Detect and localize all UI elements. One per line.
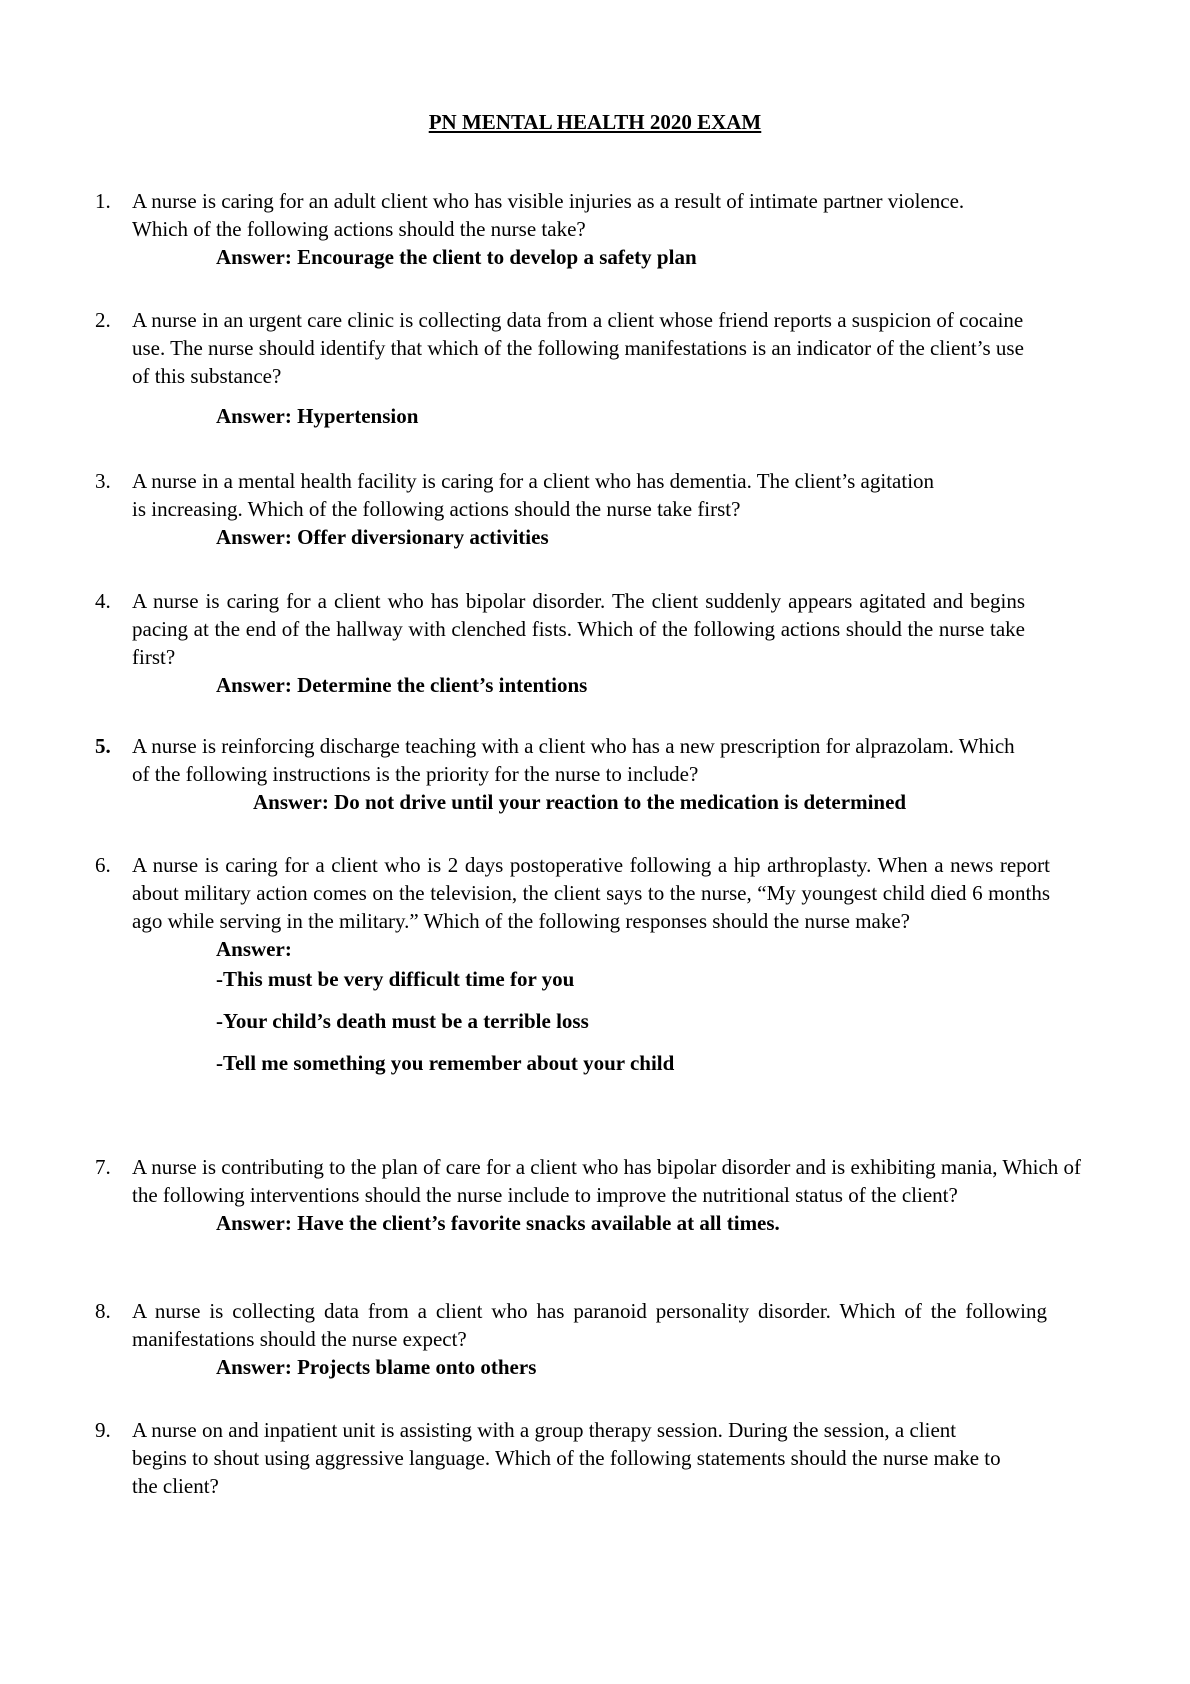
question-number: 5. <box>95 734 111 758</box>
question-6 <box>95 851 1095 1077</box>
question-number: 2. <box>95 308 111 332</box>
question-text: A nurse is collecting data from a client who has paranoid personality disorder. Which of the following manifestations should the nurse expect? <box>132 1299 1047 1351</box>
answer: Answer: Encourage the client to develop a safety plan <box>216 245 697 269</box>
question-number: 7. <box>95 1155 111 1179</box>
question-number: 8. <box>95 1299 111 1323</box>
question-number: 6. <box>95 853 111 877</box>
answer: Answer: Projects blame onto others <box>216 1355 537 1379</box>
question-text: A nurse is reinforcing discharge teaching with a client who has a new prescription for alprazolam. Which of the following instructions is the priority for the nurse to include? <box>132 734 1015 786</box>
answer: Answer: Do not drive until your reaction to the medication is determined <box>253 790 907 814</box>
question-7 <box>95 1153 1095 1237</box>
question-number: 4. <box>95 589 111 613</box>
question-text: A nurse is caring for a client who has bipolar disorder. The client suddenly appears agitated and begins pacing at the end of the hallway with clenched fists. Which of the following actions should the nurse take first? <box>132 589 1025 669</box>
answer: Answer: Hypertension <box>216 404 419 428</box>
question-4 <box>95 587 1095 699</box>
question-text: A nurse is caring for a client who is 2 days postoperative following a hip arthroplasty. When a news report about military action comes on the television, the client says to the nurse, “My youngest child died 6 months ago while serving in the military.” Which of the following responses should the nurse make? <box>132 853 1050 933</box>
question-3 <box>95 467 1095 551</box>
page-title: PN MENTAL HEALTH 2020 EXAM <box>428 110 762 134</box>
answer: Answer: Offer diversionary activities <box>216 525 549 549</box>
question-5 <box>95 732 1095 816</box>
answer-option: -Your child’s death must be a terrible loss <box>216 1009 589 1033</box>
question-text: A nurse is caring for an adult client who has visible injuries as a result of intimate partner violence. Which of the following actions should the nurse take? <box>132 189 965 241</box>
question-text: A nurse on and inpatient unit is assisting with a group therapy session. During the session, a client begins to shout using aggressive language. Which of the following statements should the nurse make to the client? <box>132 1418 1001 1498</box>
question-number: 9. <box>95 1418 111 1442</box>
answer-option: -Tell me something you remember about your child <box>216 1051 675 1075</box>
question-text: A nurse in an urgent care clinic is collecting data from a client whose friend reports a suspicion of cocaine use. The nurse should identify that which of the following manifestations is an indicator of the client’s use of this substance? <box>132 308 1024 388</box>
question-text: A nurse is contributing to the plan of care for a client who has bipolar disorder and is exhibiting mania, Which of the following interventions should the nurse include to improve the nutritional status of the client? <box>132 1155 1082 1207</box>
answer-option: -This must be very difficult time for you <box>216 967 575 991</box>
question-number: 1. <box>95 189 111 213</box>
question-text: A nurse in a mental health facility is caring for a client who has dementia. The client’s agitation is increasing. Which of the following actions should the nurse take first? <box>132 469 935 521</box>
question-8 <box>95 1297 1095 1381</box>
question-number: 3. <box>95 469 111 493</box>
question-1 <box>95 187 1095 271</box>
answer: Answer: Have the client’s favorite snacks available at all times. <box>216 1211 780 1235</box>
question-2 <box>95 306 1095 430</box>
answer: Answer: <box>216 937 292 961</box>
answer: Answer: Determine the client’s intentions <box>216 673 588 697</box>
question-9 <box>95 1416 1095 1500</box>
